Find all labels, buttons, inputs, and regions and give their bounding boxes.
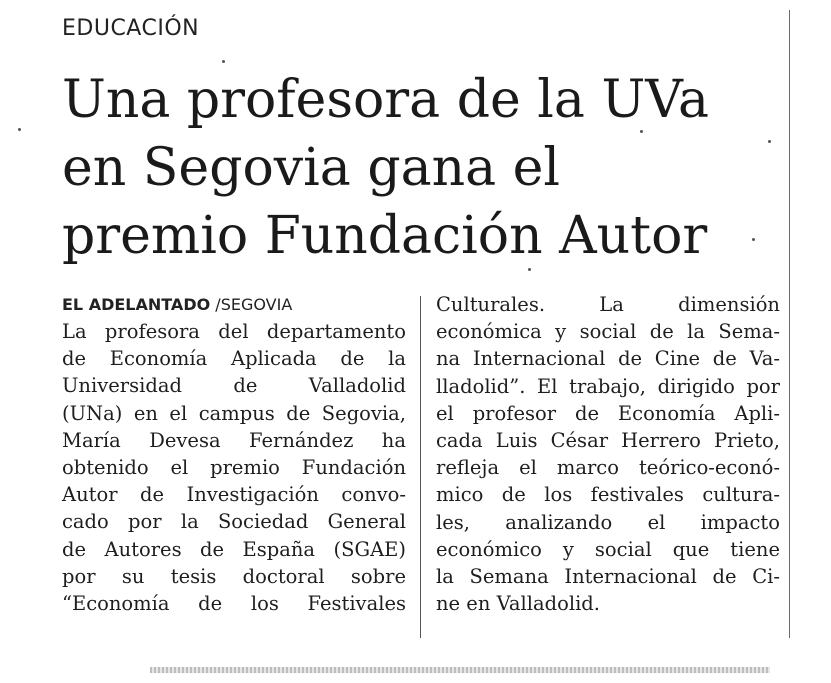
scan-edge-rule — [150, 667, 770, 673]
page-edge-rule — [789, 10, 790, 638]
body-line: La profesora del departamento — [62, 320, 406, 343]
body-line: económica y social de la Sema- — [436, 320, 780, 344]
byline-location: /SEGOVIA — [215, 295, 293, 314]
body-line: por su tesis doctoral sobre — [62, 564, 406, 588]
body-line: cada Luis César Herrero Prieto, — [436, 429, 780, 453]
body-line: mico de los festivales cultura- — [436, 483, 780, 507]
body-line: de Economía Aplicada de la — [62, 347, 406, 371]
scan-speck — [640, 130, 643, 133]
body-line: Culturales. La dimensión — [436, 293, 780, 316]
body-line: “Economía de los Festivales — [62, 592, 406, 616]
headline-line: en Segovia gana el — [62, 138, 561, 198]
scan-speck — [768, 140, 771, 143]
body-line: lladolid”. El trabajo, dirigido por — [436, 374, 780, 398]
body-line: de Autores de España (SGAE) — [62, 537, 406, 561]
body-line: Autor de Investigación convo- — [62, 483, 406, 507]
section-label: EDUCACIÓN — [62, 16, 200, 41]
scan-speck — [18, 128, 21, 131]
body-line: la Semana Internacional de Ci- — [436, 565, 780, 589]
scan-speck — [752, 238, 755, 241]
article-column-right — [436, 291, 780, 617]
body-line: (UNa) en el campus de Segovia, — [62, 401, 406, 425]
scan-speck — [222, 60, 225, 63]
scan-speck — [528, 268, 531, 271]
body-line: Universidad de Valladolid — [62, 374, 406, 398]
body-line: refleja el marco teórico-econó- — [436, 456, 780, 480]
byline — [62, 295, 292, 314]
byline-source: EL ADELANTADO — [62, 295, 211, 314]
body-line: económico y social que tiene — [436, 537, 780, 561]
body-line: obtenido el premio Fundación — [62, 456, 406, 480]
body-line: les, analizando el impacto — [436, 510, 780, 534]
headline — [62, 66, 782, 270]
headline-line: Una profesora de la UVa — [62, 70, 710, 130]
body-line: cado por la Sociedad General — [62, 510, 406, 534]
body-line: ne en Valladolid. — [436, 592, 600, 616]
body-line: na Internacional de Cine de Va- — [436, 347, 780, 371]
column-divider — [420, 296, 421, 638]
headline-line: premio Fundación Autor — [62, 206, 708, 266]
article-column-left — [62, 318, 406, 617]
body-line: el profesor de Economía Apli- — [436, 401, 780, 425]
body-line: María Devesa Fernández ha — [62, 428, 406, 452]
